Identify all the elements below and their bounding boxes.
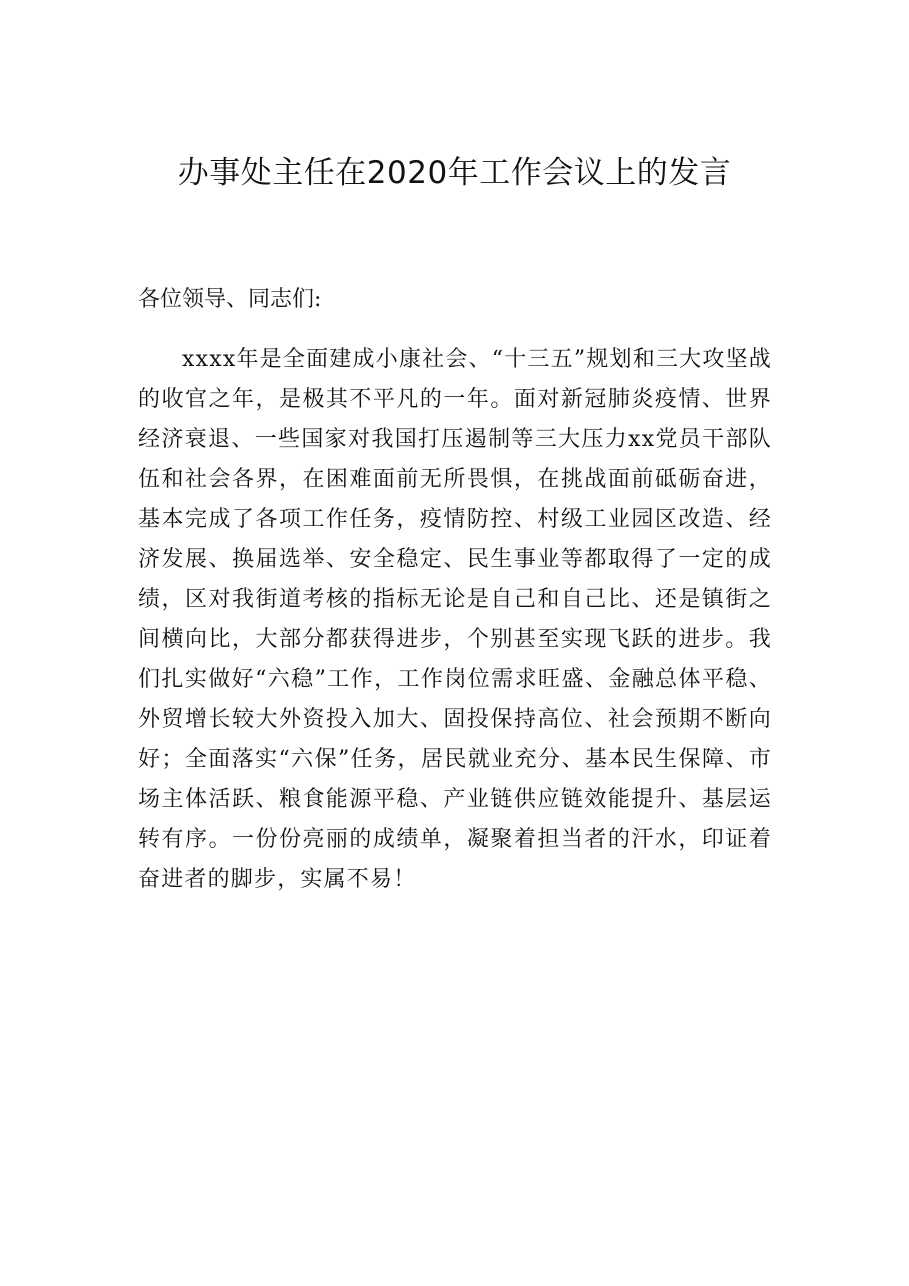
document-title: 办事处主任在2020年工作会议上的发言 (177, 155, 732, 191)
body-paragraph: xxxx年是全面建成小康社会、“十三五”规划和三大攻坚战的收官之年，是极其不平凡的一年。面对新冠肺炎疫情、世界经济衰退、一些国家对我国打压遏制等三大压力xx党员干部队伍和社会各界，在困难面前无所畏惧，在挑战面前砥砺奋进，基本完成了各项工作任务，疫情防控、村级工业园区改造、经济发展、换届选举、安全稳定、民生事业等都取得了一定的成绩，区对我街道考核的指标无论是自己和自己比、还是镇街之间横向比，大部分都获得进步，个别甚至实现飞跃的进步。我们扎实做好“六稳”工作，工作岗位需求旺盛、金融总体平稳、外贸增长较大外资投入加大、固投保持高位、社会预期不断向好；全面落实“六保”任务，居民就业充分、基本民生保障、市场主体活跃、粮食能源平稳、产业链供应链效能提升、基层运转有序。一份份亮丽的成绩单，凝聚着担当者的汗水，印证着奋进者的脚步，实属不易！ (138, 347, 772, 892)
salutation: 各位领导、同志们: (138, 287, 322, 312)
